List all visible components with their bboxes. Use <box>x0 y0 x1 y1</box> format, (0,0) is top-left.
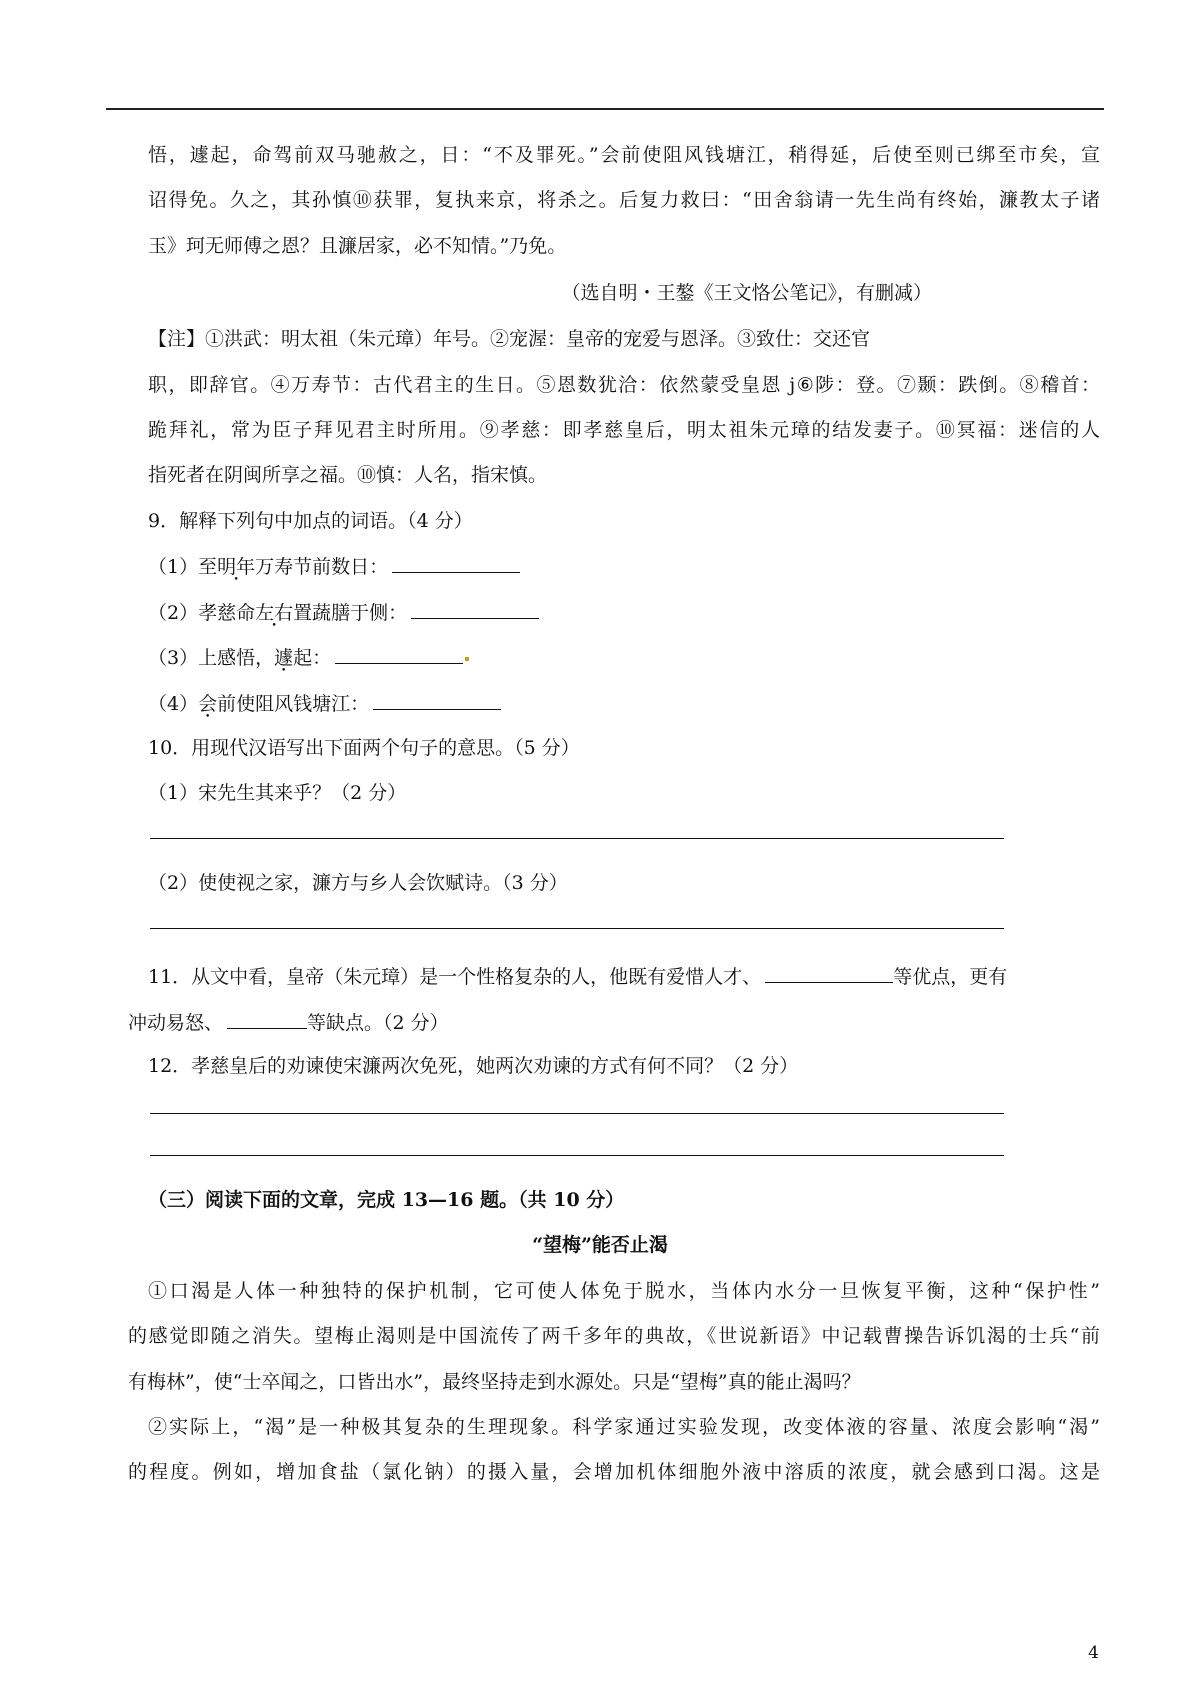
paragraph-line: ②实际上，“渴”是一种极其复杂的生理现象。科学家通过实验发现，改变体液的容量、浓度会影响“渴” <box>148 1416 1100 1438</box>
answer-blank[interactable] <box>765 962 893 983</box>
question-9-item <box>148 689 501 717</box>
item-text: （3）上感悟， <box>148 647 275 669</box>
dotted-word: 遽 <box>274 647 294 669</box>
item-text: （1）至 <box>148 556 218 578</box>
question-11-line <box>148 962 1007 990</box>
answer-line[interactable] <box>150 928 1004 929</box>
item-text: 万寿节前数日： <box>255 556 389 578</box>
passage-line: 玉》珂无师傅之恩？且濂居家，必不知情。”乃免。 <box>148 235 567 257</box>
answer-blank[interactable] <box>335 643 463 664</box>
note-line: 职，即辞官。④万寿节：古代君主的生日。⑤恩数犹洽：依然蒙受皇恩 j⑥陟：登。⑦颞：跌倒。⑧稽首： <box>148 374 1100 396</box>
section-heading: （三）阅读下面的文章，完成 13—16 题。（共 10 分） <box>148 1189 625 1211</box>
question-11-text: 11．从文中看，皇帝（朱元璋）是一个性格复杂的人，他既有爱惜人才、 <box>148 966 762 988</box>
dotted-word: 左右 <box>255 602 294 624</box>
question-11-text: 等缺点。（2 分） <box>307 1012 449 1034</box>
item-text: 起： <box>293 647 332 669</box>
passage-line: 诏得免。久之，其孙慎⑩获罪，复执来京，将杀之。后复力救曰：“田舍翁请一先生尚有终始，濂教太子诸 <box>148 189 1100 211</box>
paragraph-line: ①口渴是人体一种独特的保护机制，它可使人体免于脱水，当体内水分一旦恢复平衡，这种“保护性” <box>148 1280 1100 1302</box>
question-9-item <box>148 643 469 671</box>
answer-blank[interactable] <box>392 552 520 573</box>
question-11-text: 冲动易怒、 <box>128 1012 224 1034</box>
answer-line[interactable] <box>150 838 1004 839</box>
paragraph-line: 有梅林”，使“士卒闻之，口皆出水”，最终坚持走到水源处。只是“望梅”真的能止渴吗？ <box>128 1371 861 1393</box>
header-rule <box>106 108 1104 110</box>
item-text: （4） <box>148 693 199 715</box>
answer-blank[interactable] <box>227 1008 307 1029</box>
paragraph-line: 的感觉即随之消失。望梅止渴则是中国流传了两千多年的典故，《世说新语》中记载曹操告诉饥渴的士兵“前 <box>128 1325 1100 1347</box>
passage-line: 悟，遽起，命驾前双马驰赦之，日：“不及罪死。”会前使阻风钱塘江，稍得延，后使至则已绑至市矣，宣 <box>148 144 1100 166</box>
answer-blank[interactable] <box>373 689 501 710</box>
stray-mark <box>465 657 469 661</box>
article-title: “望梅”能否止渴 <box>532 1234 668 1256</box>
question-12-stem: 12．孝慈皇后的劝谏使宋濂两次免死，她两次劝谏的方式有何不同？（2 分） <box>148 1055 799 1077</box>
note-line: 【注】①洪武：明太祖（朱元璋）年号。②宠渥：皇帝的宠爱与恩泽。③致仕：交还官 <box>148 328 871 350</box>
question-9-item <box>148 598 539 626</box>
page-number: 4 <box>1088 1643 1099 1663</box>
paragraph-line: 的程度。例如，增加食盐（氯化钠）的摄入量，会增加机体细胞外液中溶质的浓度，就会感到口渴。这是 <box>128 1461 1100 1483</box>
item-text: 置蔬膳于侧： <box>293 602 408 624</box>
answer-line[interactable] <box>150 1113 1004 1114</box>
question-11-line <box>128 1008 449 1036</box>
dotted-word: 会 <box>198 693 218 715</box>
dotted-word: 明年 <box>217 556 256 578</box>
passage-source: （选自明・王鏊《王文恪公笔记》，有删减） <box>561 282 932 304</box>
note-line: 指死者在阴闽所享之福。⑩慎：人名，指宋慎。 <box>148 464 548 486</box>
question-11-text: 等优点，更有 <box>893 966 1008 988</box>
question-10-item: （1）宋先生其来乎？（2 分） <box>148 782 407 804</box>
question-10-stem: 10．用现代汉语写出下面两个句子的意思。（5 分） <box>148 737 580 759</box>
question-9-item <box>148 552 520 580</box>
question-9-stem: 9．解释下列句中加点的词语。（4 分） <box>148 510 473 532</box>
answer-blank[interactable] <box>411 598 539 619</box>
question-10-item: （2）使使视之家，濂方与乡人会饮赋诗。（3 分） <box>148 872 568 894</box>
answer-line[interactable] <box>150 1155 1004 1156</box>
item-text: 前使阻风钱塘江： <box>217 693 370 715</box>
note-line: 跪拜礼，常为臣子拜见君主时所用。⑨孝慈：即孝慈皇后，明太祖朱元璋的结发妻子。⑩冥福：迷信的人 <box>148 419 1100 441</box>
item-text: （2）孝慈命 <box>148 602 256 624</box>
